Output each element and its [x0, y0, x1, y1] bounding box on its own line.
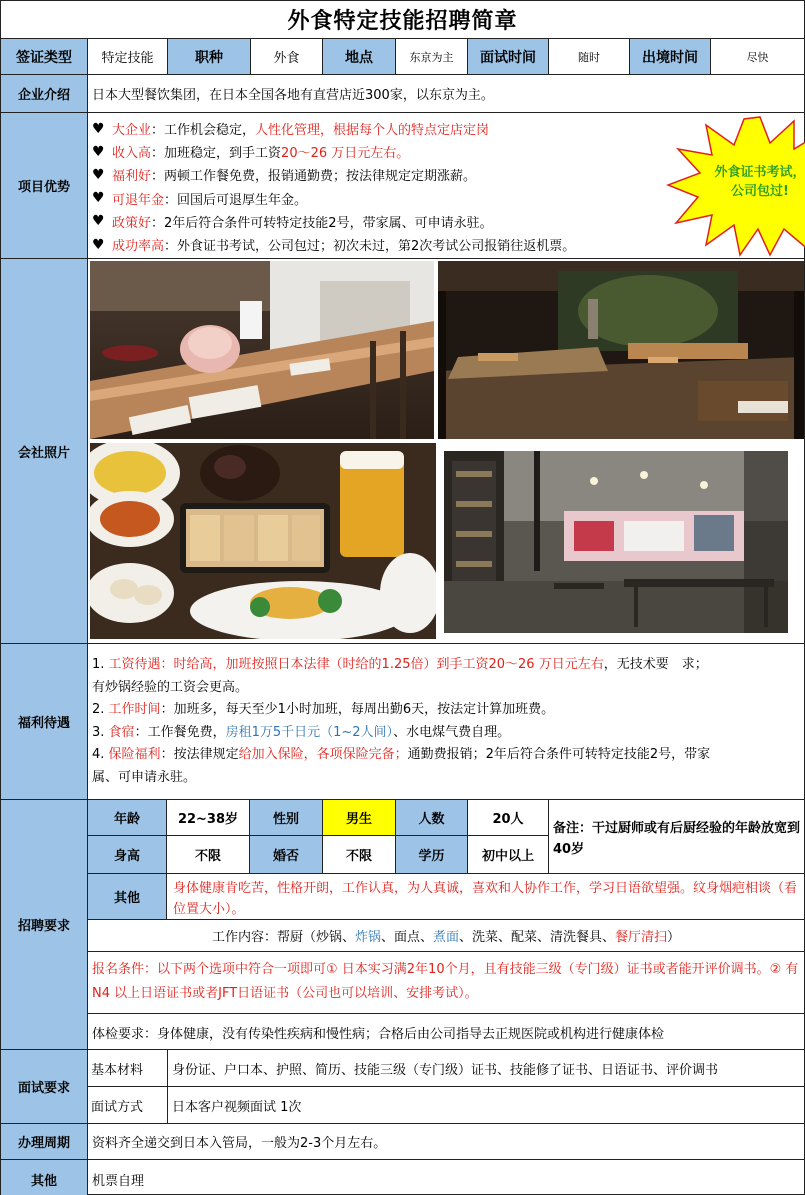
advantage-head: 大企业	[112, 123, 152, 139]
intro-text: 日本大型餐饮集团，在日本全国各地有直营店近300家，以东京为主。	[92, 88, 494, 103]
edu-label: 学历	[396, 836, 468, 874]
job-value: 外食	[251, 39, 323, 74]
welfare-highlight: 食宿	[108, 724, 135, 740]
heart-icon: ♥	[92, 190, 105, 207]
visa-type-value: 特定技能	[88, 39, 168, 74]
work-blue: 炸锅	[354, 930, 381, 945]
welfare-row	[1, 644, 804, 800]
heart-icon: ♥	[92, 236, 105, 253]
starburst-text	[666, 163, 805, 201]
work-content	[88, 920, 804, 952]
welfare-text	[88, 644, 804, 799]
welfare-text-part: ：按法律规定	[160, 747, 239, 763]
advantage-text: 外食证书考试，公司包过；初次未过，第2次考试公司报销往返机票。	[177, 239, 576, 255]
welfare-num: 1.	[92, 657, 109, 672]
welfare-num: 3.	[92, 724, 109, 740]
work-blue: 煮面	[432, 930, 459, 945]
advantage-head: 政策好	[112, 215, 152, 231]
welfare-text-part: 通勤费报销；2年后符合条件可转特定技能2号，带家	[407, 747, 711, 763]
height-label: 身高	[88, 836, 167, 874]
edu-value: 初中以上	[468, 836, 549, 874]
advantage-head: 可退年金	[112, 192, 165, 208]
location-label: 地点	[323, 39, 396, 74]
health-check: 体检要求：身体健康，没有传染性疾病和慢性病；合格后由公司指导去正规医院或机构进行健康体检	[92, 1026, 665, 1042]
advantage-text: 回国后可退厚生年金。	[177, 192, 308, 208]
intro-label: 企业介绍	[1, 75, 88, 112]
welfare-line	[92, 744, 800, 767]
welfare-text-part: ，无技术要 求；	[603, 657, 708, 672]
period-label: 办理周期	[1, 1124, 88, 1159]
welfare-line: 有炒锅经验的工资会更高。	[92, 679, 249, 695]
heart-icon: ♥	[92, 166, 105, 183]
welfare-highlight: 给加入保险，各项保险完备；	[238, 747, 408, 763]
welfare-highlight: 保险福利	[108, 747, 161, 763]
age-note: 备注：干过厨师或有后厨经验的年龄放宽到40岁	[549, 800, 804, 874]
requirements-row	[1, 800, 804, 1050]
advantage-head: 收入高	[112, 146, 152, 162]
advantages-list	[88, 113, 804, 258]
visa-type-label: 签证类型	[1, 39, 88, 74]
period-row	[1, 1124, 804, 1160]
starburst-line: 外食证书考试，	[714, 165, 805, 180]
age-value: 22~38岁	[167, 800, 250, 836]
signup-conditions: 报名条件：以下两个选项中符合一项即可① 日本实习满2年10个月，且有技能三级（专门级）证书或者能开评价调书。② 有N4 以上日语证书或者JFT日语证书（公司也可以培训、安排考试）。	[88, 952, 804, 1014]
height-value: 不限	[167, 836, 250, 874]
visa-row	[1, 39, 804, 75]
heart-icon: ♥	[92, 213, 105, 230]
interview-label: 面试要求	[1, 1050, 88, 1123]
welfare-num: 4.	[92, 747, 109, 763]
work-text: 、洗菜、配菜、清洗餐具、	[459, 930, 616, 945]
advantage-sep: ：	[164, 239, 178, 255]
photo-counter-restaurant	[90, 261, 434, 439]
advantage-sep: ：	[151, 215, 165, 231]
photos-label: 会社照片	[1, 259, 88, 643]
intro-row	[1, 75, 804, 113]
welfare-highlight: 工资待遇：时给高，加班按照日本法律（时给的1.25倍）到手工资20～26 万日元左右	[108, 657, 604, 672]
count-label: 人数	[396, 800, 468, 836]
photo-gallery	[88, 259, 804, 643]
advantage-highlight: 20～26 万日元左右。	[281, 146, 410, 162]
materials-value: 身份证、户口本、护照、简历、技能三级（专门级）证书、技能修了证书、日语证书、评价调书	[168, 1050, 804, 1087]
job-label: 职种	[168, 39, 251, 74]
interview-time-label: 面试时间	[468, 39, 549, 74]
heart-icon: ♥	[92, 120, 105, 137]
advantages-row	[1, 113, 804, 259]
welfare-text-part: 、水电煤气费自理。	[393, 724, 511, 740]
count-value: 20人	[468, 800, 549, 836]
welfare-text-part: ：加班多，每天至少1小时加班，每周出勤6天，按法定计算加班费。	[160, 702, 555, 718]
others-row	[1, 1160, 804, 1195]
advantage-highlight: 人性化管理，根据每个人的特点定店定岗	[255, 123, 490, 139]
photo-tatami-room	[438, 261, 804, 439]
photo-food-dishes	[90, 443, 436, 639]
age-label: 年龄	[88, 800, 167, 836]
work-text: 工作内容：帮厨（炒锅、	[211, 930, 355, 945]
method-label: 面试方式	[88, 1087, 168, 1124]
interview-details	[88, 1050, 804, 1123]
advantage-text: 加班稳定，到手工资	[164, 146, 282, 162]
advantage-sep: ：	[151, 146, 165, 162]
interview-row	[1, 1050, 804, 1124]
welfare-blue-highlight: 房租1万5千日元（1~2人间）	[225, 724, 394, 740]
work-red: 餐厅清扫	[615, 930, 668, 945]
photos-row	[1, 259, 804, 644]
advantage-sep: ：	[151, 169, 165, 185]
welfare-text-part: ：工作餐免费，	[134, 724, 226, 740]
advantage-text: 两顿工作餐免费，报销通勤费；按法律规定定期涨薪。	[164, 169, 477, 185]
method-value: 日本客户视频面试 1次	[172, 1100, 302, 1115]
requirements-label: 招聘要求	[1, 800, 88, 1049]
others-text: 机票自理	[92, 1173, 145, 1189]
other-requirements: 身体健康肯吃苦，性格开朗，工作认真，为人真诚，喜欢和人协作工作，学习日语欲望强。纹身烟疤相谈（看位置大小）。	[167, 874, 804, 920]
advantage-head: 福利好	[112, 169, 152, 185]
advantage-sep: ：	[164, 192, 178, 208]
starburst-line: 公司包过!	[731, 184, 789, 199]
advantage-text: 2年后符合条件可转特定技能2号，带家属、可申请永驻。	[164, 215, 493, 231]
welfare-label: 福利待遇	[1, 644, 88, 799]
welfare-line	[92, 654, 800, 677]
period-text: 资料齐全递交到日本入管局，一般为2-3个月左右。	[92, 1136, 387, 1151]
gender-label: 性别	[250, 800, 323, 836]
welfare-highlight: 工作时间	[108, 702, 161, 718]
advantage-sep: ：	[151, 123, 165, 139]
work-text: 、面点、	[380, 930, 433, 945]
welfare-num: 2.	[92, 702, 109, 718]
marital-label: 婚否	[250, 836, 323, 874]
requirements-grid	[88, 800, 804, 1049]
advantage-text: 工作机会稳定，	[164, 123, 256, 139]
welfare-line	[92, 699, 800, 722]
work-text: ）	[667, 930, 681, 945]
photo-dining-hall	[444, 451, 788, 633]
interview-time-value: 随时	[549, 39, 630, 74]
gender-value: 男生	[323, 800, 396, 836]
advantage-head: 成功率高	[112, 239, 165, 255]
materials-label: 基本材料	[88, 1050, 168, 1087]
welfare-line	[92, 722, 800, 745]
welfare-line: 属、可申请永驻。	[92, 769, 197, 785]
others-label: 其他	[1, 1160, 88, 1195]
departure-label: 出境时间	[630, 39, 711, 74]
page-title: 外食特定技能招聘简章	[1, 1, 804, 39]
departure-value: 尽快	[746, 50, 769, 64]
heart-icon: ♥	[92, 143, 105, 160]
advantages-label: 项目优势	[1, 113, 88, 258]
location-value: 东京为主	[396, 39, 468, 74]
marital-value: 不限	[323, 836, 396, 874]
other-label: 其他	[88, 874, 167, 920]
